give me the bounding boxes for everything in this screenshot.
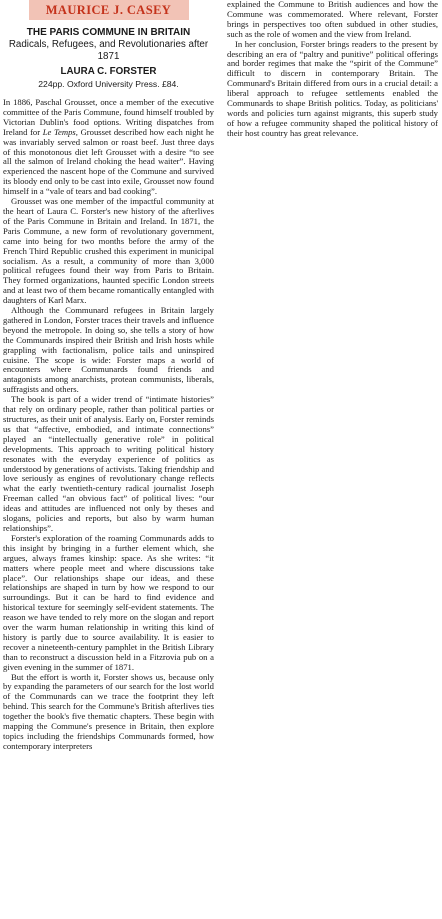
book-title: THE PARIS COMMUNE IN BRITAIN — [26, 27, 191, 38]
paragraph: The book is part of a wider trend of “intimate histories” that rely on ordinary people, rather than political parties or structures, as their unit of analysis. Early on, Forster reminds us that “affective, embodied, and intimate connections” played an “intellectually generative role” in political developments. This approach to writing political history resonates with the everyday experience of politics as understood by generations of activists. Taking friendship and love seriously as engines of revolutionary change reflects what the early twentieth-century radical journalist Joseph Freeman called “an obvious fact” of political lives: “our ideas and attitudes are influenced not only by theses and slogans, policies and reports, but also by warm human relationships”. — [3, 394, 214, 533]
reviewer-name: MAURICE J. CASEY — [45, 3, 172, 17]
paragraph: explained the Commune to British audiences and how the Commune was commemorated. Where relevant, Forster brings in perspectives too often subdued in other studies, such as the role of women and the view from Ireland. — [227, 0, 438, 39]
paragraph: Forster's exploration of the roaming Communards adds to this insight by bringing in a further element which, she argues, always frames kinship: space. As she writes: “it matters where people meet and where discussions take place”. Our relationships shape our ideas, and these relationships are shaped in turn by how we respond to our surroundings. But it can be hard to find evidence and historical texture for seemingly self-evident statements. The reason we have tended to rely more on the slogan and report over the warm human relationship in writing this kind of history is partly due to source availability. It is easier to recover a nineteenth-century pamphlet in the British Library than to reconstruct a discussion held in a Fitzrovia pub on a given evening in the summer of 1871. — [3, 532, 214, 672]
left-column — [3, 0, 214, 752]
newspaper-title: Le Temps — [42, 126, 76, 137]
book-publication-info: 224pp. Oxford University Press. £84. — [38, 79, 179, 89]
paragraph: In 1886, Paschal Grousset, once a member of the executive committee of the Paris Commune, found himself troubled by Victorian Dublin's food options. Writing dispatches from Ireland for Le Temps, Grousset described how each night he was invariably served salmon or roast beef. Just three days of this monotonous diet left Grousset with a desire “to see all the salmon of Ireland choking the head waiter”. Having experienced the nascent hope of the Commune and survived its bloody end only to be cast into exile, Grousset now found himself in a “vale of tears and bad cooking”. — [3, 97, 214, 197]
left-body-text — [3, 98, 214, 752]
paragraph: Although the Communard refugees in Britain largely gathered in London, Forster traces their travels and influence beyond the metropole. In doing so, she tells a story of how the Communards inspired their British and Irish hosts while grappling with factionalism, police tails and uninspired cuisine. The scope is wide: Forster maps a world of encounters where Communards found friends and antagonists among anarchists, protean communists, liberals, suffragists and others. — [3, 305, 214, 395]
book-subtitle: Radicals, Refugees, and Revolutionaries after 1871 — [8, 39, 209, 62]
paragraph: In her conclusion, Forster brings readers to the present by describing an era of “paltry and punitive” political offerings and border regimes that make the “spirit of the Commune” difficult to discern in contemporary Britain. The Communard's Britain differed from ours in a crucial detail: a liberal approach to refugee settlements enabled the Communards to shape British politics. Today, as politicians' words and policies turn against migrants, this superb study of how a refugee community shaped the political history of their host country has great relevance. — [227, 38, 438, 138]
right-column — [227, 0, 438, 139]
book-details — [3, 27, 214, 90]
paragraph: Grousset was one member of the impactful community at the heart of Laura C. Forster's new history of the afterlives of the Paris Commune in Britain and Ireland. In 1871, the Paris Commune, a new form of revolutionary government, came into being for two months before the army of the French Third Republic crushed this experiment in municipal socialism. As a result, a community of more than 3,000 political refugees found their way from Paris to Britain. They formed organizations, haunted specific London streets and at least two of them became romantically entangled with daughters of Karl Marx. — [3, 196, 214, 306]
reviewer-banner — [29, 0, 189, 20]
paragraph: But the effort is worth it, Forster shows us, because only by expanding the parameters of our search for the lost world of the Communards can we trace the footprint they left behind. This search for the Commune's British afterlives ties together the book's five thematic chapters. These begin with mapping the Commune's presence in Britain, then explore topics including the friendships Communards formed, how contemporary interpreters — [3, 671, 214, 751]
book-author: LAURA C. FORSTER — [60, 66, 157, 77]
